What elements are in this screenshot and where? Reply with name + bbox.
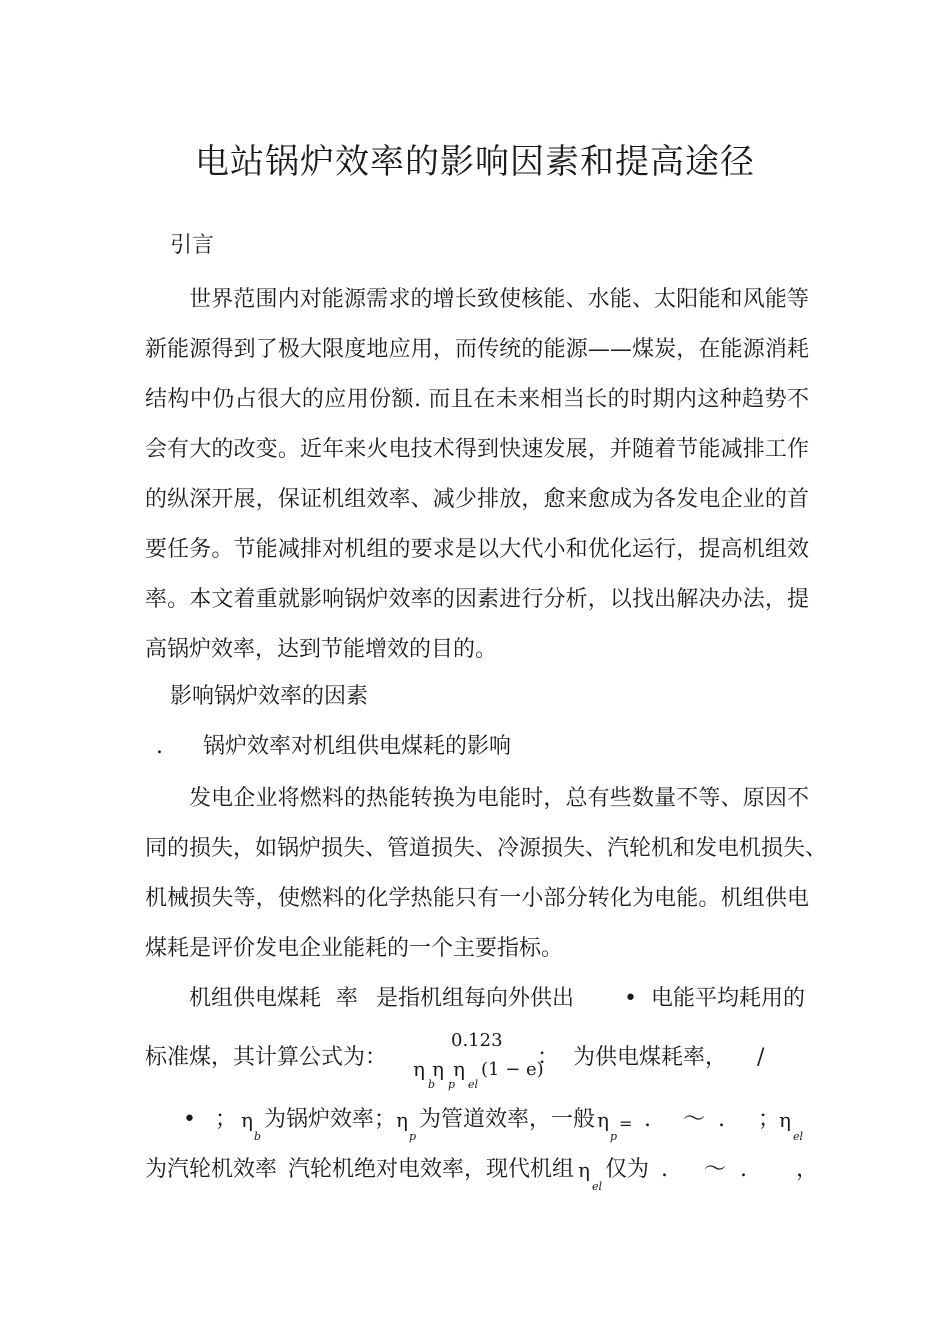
text-fragment: 是指机组每向外供出 xyxy=(376,986,575,1011)
text-fragment: . xyxy=(718,1107,725,1132)
paragraph-line: 的纵深开展，保证机组效率、减少排放，愈来愈成为各发电企业的首 xyxy=(145,487,809,512)
paragraph-line: 会有大的改变。近年来火电技术得到快速发展，并随着节能减排工作 xyxy=(145,437,809,462)
formula-numerator: 0.123 xyxy=(451,1030,503,1051)
sub-heading: 锅炉效率对机组供电煤耗的影响 xyxy=(203,734,512,759)
text-fragment: 机组供电煤耗 xyxy=(189,986,322,1011)
paragraph-line: 率。本文着重就影响锅炉效率的因素进行分析，以找出解决办法，提 xyxy=(145,587,809,612)
subscript: b xyxy=(254,1130,262,1143)
paragraph-line: 发电企业将燃料的热能转换为电能时，总有些数量不等、原因不 xyxy=(189,786,809,811)
text-fragment: 为锅炉效率； xyxy=(264,1107,397,1132)
eta-symbol: η xyxy=(241,1108,253,1132)
text-fragment: 为汽轮机效率 xyxy=(145,1157,278,1182)
sub-heading-bullet: . xyxy=(156,734,163,759)
text-fragment: ； xyxy=(215,1107,238,1132)
text-fragment: . xyxy=(644,1107,651,1132)
text-fragment: / xyxy=(757,1045,765,1070)
paragraph-line: 煤耗是评价发电企业能耗的一个主要指标。 xyxy=(145,936,564,961)
formula-subscript: p xyxy=(448,1078,456,1091)
formula-paren: (1 − e) xyxy=(481,1059,544,1080)
subscript: el xyxy=(592,1180,603,1193)
text-fragment: ， xyxy=(796,1157,819,1182)
text-fragment: 率 xyxy=(336,986,359,1011)
text-fragment: 标准煤，其计算公式为： xyxy=(145,1045,388,1070)
eta-symbol: η xyxy=(578,1158,590,1182)
paragraph-line: 要任务。节能减排对机组的要求是以大代小和优化运行，提高机组效 xyxy=(145,537,809,562)
section-heading-factors: 影响锅炉效率的因素 xyxy=(170,684,369,709)
text-fragment: ～ xyxy=(683,1107,706,1132)
document-title: 电站锅炉效率的影响因素和提高途径 xyxy=(195,142,755,182)
text-fragment: 为供电煤耗率， xyxy=(573,1045,728,1070)
text-fragment: 汽轮机绝对电效率，现代机组 xyxy=(288,1157,575,1182)
paragraph-line: 结构中仍占很大的应用份额. 而且在未来相当长的时期内这种趋势不 xyxy=(145,387,809,412)
section-heading-intro: 引言 xyxy=(170,233,215,258)
text-fragment: . xyxy=(661,1157,668,1182)
formula-eta: η xyxy=(432,1057,444,1081)
text-fragment: 为管道效率，一般 xyxy=(419,1107,596,1132)
text-fragment: 电能平均耗用的 xyxy=(651,986,806,1011)
formula-eta: η xyxy=(413,1057,425,1081)
paragraph-line: 高锅炉效率，达到节能增效的目的。 xyxy=(145,637,498,662)
text-fragment: 仅为 xyxy=(605,1157,650,1182)
paragraph-line: 世界范围内对能源需求的增长致使核能、水能、太阳能和风能等 xyxy=(189,287,809,312)
text-fragment: ： xyxy=(537,1045,560,1070)
formula-eta: η xyxy=(453,1057,465,1081)
bullet-mark: • xyxy=(624,986,637,1011)
formula-subscript: b xyxy=(428,1078,436,1091)
bullet-mark: • xyxy=(183,1107,196,1132)
text-fragment: ～ xyxy=(704,1157,727,1182)
formula-subscript: el xyxy=(468,1078,479,1091)
eta-symbol: η xyxy=(396,1108,408,1132)
paragraph-line: 新能源得到了极大限度地应用，而传统的能源——煤炭，在能源消耗 xyxy=(145,337,809,362)
subscript: el xyxy=(793,1130,804,1143)
text-fragment: ； xyxy=(758,1107,781,1132)
eta-symbol: η xyxy=(597,1108,609,1132)
paragraph-line: 同的损失，如锅炉损失、管道损失、冷源损失、汽轮机和发电机损失、 xyxy=(145,836,828,861)
eta-symbol: η xyxy=(779,1108,791,1132)
subscript: p xyxy=(610,1130,618,1143)
text-fragment: . xyxy=(740,1157,747,1182)
subscript: p xyxy=(409,1130,417,1143)
paragraph-line: 机械损失等，使燃料的化学热能只有一小部分转化为电能。机组供电 xyxy=(145,886,809,911)
text-fragment: = xyxy=(619,1114,633,1133)
